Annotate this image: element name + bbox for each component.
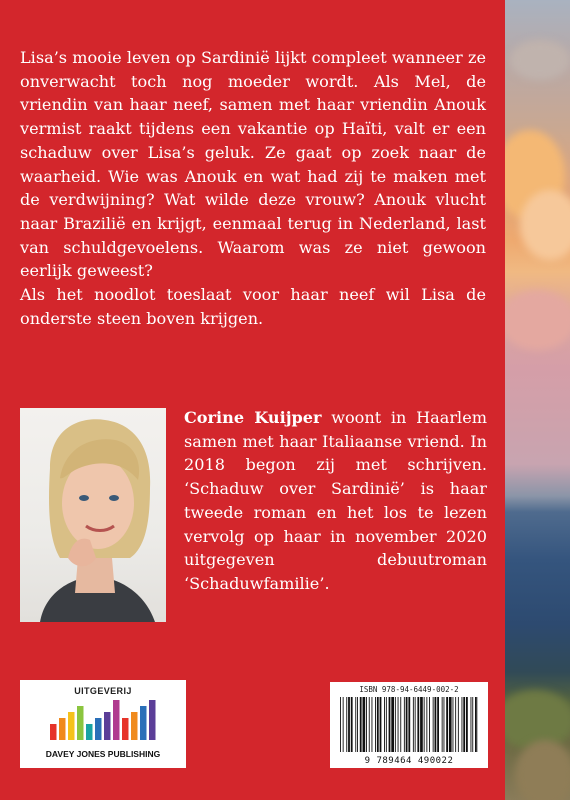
- barcode-bar: [391, 697, 394, 752]
- publisher-logo-bars: [49, 700, 157, 740]
- barcode-bar: [395, 697, 396, 752]
- barcode-bar: [472, 697, 473, 752]
- barcode-bar: [413, 697, 414, 752]
- publisher-logo-bar: [149, 700, 156, 740]
- barcode-bar: [386, 697, 387, 752]
- barcode-bar: [433, 697, 434, 752]
- barcode-bar: [343, 697, 344, 752]
- barcode-bar: [389, 697, 391, 752]
- barcode-bar: [426, 697, 427, 752]
- barcode-bar: [398, 697, 399, 752]
- barcode-bar: [417, 697, 419, 752]
- author-bio: [184, 406, 487, 596]
- back-cover-blurb: [20, 46, 486, 330]
- blurb-paragraph: Lisa’s mooie leven op Sardinië lijkt compleet wanneer ze onverwacht toch nog moeder wordt. Als Mel, de vriendin van haar neef, samen met haar vriendin Anouk vermist raakt tijdens een vakantie op Haïti, valt er een schaduw over Lisa’s geluk. Ze gaat op zoek naar de waarheid. Wie was Anouk en wat had zij te maken met de verdwijning? Wat wilde deze vrouw? Anouk vlucht naar Brazilië en krijgt, eenmaal terug in Nederland, last van schuldgevoelens. Waarom was ze niet gewoon eerlijk geweest?: [20, 48, 486, 281]
- barcode-bar: [369, 697, 370, 752]
- barcode-bar: [363, 697, 366, 752]
- barcode-bar: [449, 697, 452, 752]
- barcode-bar: [471, 697, 472, 752]
- barcode-bar: [462, 697, 463, 752]
- author-name: Corine Kuijper: [184, 408, 322, 427]
- publisher-label: UITGEVERIJ: [74, 686, 132, 696]
- publisher-logo-bar: [59, 718, 66, 740]
- barcode-bar: [466, 697, 468, 752]
- barcode-bar: [346, 697, 347, 752]
- barcode-bar: [453, 697, 454, 752]
- barcode-bar: [400, 697, 401, 752]
- blurb-paragraph: Als het noodlot toeslaat voor haar neef wil Lisa de onderste steen boven krijgen.: [20, 285, 486, 328]
- author-bio-text: woont in Haarlem samen met haar Italiaanse vriend. In 2018 begon zij met schrijven. ‘Schaduw over Sardinië’ is haar tweede roman en het los te lezen vervolg op haar in november 2020 uitgegeven debuutroman ‘Schaduwfamilie’.: [184, 408, 487, 593]
- isbn-barcode: [330, 682, 488, 768]
- barcode-bar: [384, 697, 385, 752]
- isbn-label: ISBN 978-94-6449-002-2: [359, 685, 459, 694]
- isbn-digits: 9 789464 490022: [364, 756, 454, 766]
- barcode-bar: [404, 697, 405, 752]
- publisher-logo-bar: [50, 724, 57, 740]
- author-portrait-illustration: [20, 408, 166, 622]
- publisher-logo-bar: [86, 724, 93, 740]
- barcode-bar: [380, 697, 382, 752]
- barcode-bar: [372, 697, 373, 752]
- barcode-bar: [424, 697, 425, 752]
- barcode-bar: [475, 697, 477, 752]
- barcode-bar: [455, 697, 456, 752]
- barcode-bar: [377, 697, 379, 752]
- barcode-bar: [458, 697, 459, 752]
- author-photo: [20, 408, 166, 622]
- barcode-bar: [442, 697, 443, 752]
- barcode-bar: [444, 697, 445, 752]
- barcode-bar: [406, 697, 408, 752]
- publisher-logo-bar: [68, 712, 75, 740]
- barcode-bar: [446, 697, 448, 752]
- barcode-bar: [355, 697, 356, 752]
- barcode-bar: [429, 697, 430, 752]
- barcode-bar: [366, 697, 367, 752]
- barcode-bar: [437, 697, 439, 752]
- publisher-logo: [20, 680, 186, 768]
- barcode-bar: [340, 697, 341, 752]
- barcode-bar: [351, 697, 353, 752]
- barcode-bar: [375, 697, 376, 752]
- barcode-bar: [357, 697, 358, 752]
- barcode-bar: [415, 697, 416, 752]
- sunset-sea-photo-strip: [505, 0, 570, 800]
- publisher-logo-bar: [122, 718, 129, 740]
- barcode-bar: [408, 697, 410, 752]
- barcode-bar: [420, 697, 423, 752]
- barcode-bar: [435, 697, 437, 752]
- publisher-logo-bar: [131, 712, 138, 740]
- publisher-name: DAVEY JONES PUBLISHING: [45, 749, 161, 759]
- barcode-bar: [360, 697, 362, 752]
- publisher-logo-bar: [95, 718, 102, 740]
- publisher-logo-bar: [77, 706, 84, 740]
- barcode-bar: [348, 697, 350, 752]
- publisher-logo-bar: [104, 712, 111, 740]
- barcode-bars: [340, 697, 478, 752]
- barcode-bar: [463, 697, 465, 752]
- publisher-logo-bar: [113, 700, 120, 740]
- publisher-logo-bar: [140, 706, 147, 740]
